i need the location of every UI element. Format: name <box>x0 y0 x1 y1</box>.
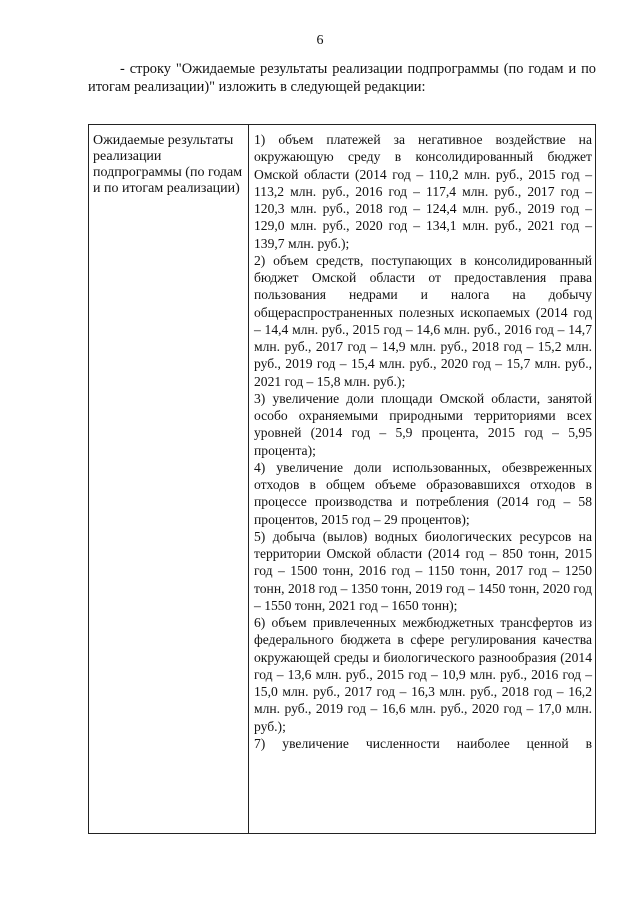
page-number: 6 <box>316 33 324 48</box>
result-item-4: 4) увеличение доли использованных, обезвреженных отходов в общем объеме образовавшихся отходов в процессе производства и потребления (2014 год – 58 процентов, 2015 год – 29 процентов); <box>254 459 592 527</box>
table-left-cell: Ожидаемые результаты реализации подпрограммы (по годам и по итогам реализации) <box>93 133 243 196</box>
intro-paragraph: - строку "Ожидаемые результаты реализации подпрограммы (по годам и по итогам реализации)" изложить в следующей редакции: <box>88 61 596 95</box>
result-item-7: 7) увеличение численности наиболее ценной в <box>254 735 592 751</box>
result-item-6: 6) объем привлеченных межбюджетных трансфертов из федерального бюджета в сфере регулирования качества окружающей среды и биологического разнообразия (2014 год – 13,6 млн. руб., 2015 год – 10,9 млн. руб., 2016 год – 15,0 млн. руб., 2017 год – 16,3 млн. руб., 2018 год – 16,2 млн. руб., 2019 год – 16,6 млн. руб., 2020 год – 17,0 млн. руб.); <box>254 615 592 734</box>
results-table <box>88 124 596 834</box>
result-item-5: 5) добыча (вылов) водных биологических ресурсов на территории Омской области (2014 год – 850 тонн, 2015 год – 1500 тонн, 2016 год – 1150 тонн, 2017 год – 1250 тонн, 2018 год – 1350 тонн, 2019 год – 1450 тонн, 2020 год – 1550 тонн, 2021 год – 1650 тонн); <box>254 528 592 613</box>
result-item-1: 1) объем платежей за негативное воздействие на окружающую среду в консолидированный бюджет Омской области (2014 год – 110,2 млн. руб., 2015 год – 113,2 млн. руб., 2016 год – 117,4 млн. руб., 2017 год – 120,3 млн. руб., 2018 год – 124,4 млн. руб., 2019 год – 129,0 млн. руб., 2020 год – 134,1 млн. руб., 2021 год – 139,7 млн. руб.); <box>254 132 592 251</box>
table-right-cell <box>254 131 592 752</box>
table-column-divider <box>248 125 249 833</box>
result-item-2: 2) объем средств, поступающих в консолидированный бюджет Омской области от предоставления права пользования недрами и налога на добычу общераспространенных полезных ископаемых (2014 год – 14,4 млн. руб., 2015 год – 14,6 млн. руб., 2016 год – 14,7 млн. руб., 2017 год – 14,9 млн. руб., 2018 год – 15,2 млн. руб., 2019 год – 15,4 млн. руб., 2020 год – 15,7 млн. руб., 2021 год – 15,8 млн. руб.); <box>254 252 592 389</box>
result-item-3: 3) увеличение доли площади Омской области, занятой особо охраняемыми природными территориями всех уровней (2014 год – 5,9 процента, 2015 год – 5,95 процента); <box>254 390 592 458</box>
